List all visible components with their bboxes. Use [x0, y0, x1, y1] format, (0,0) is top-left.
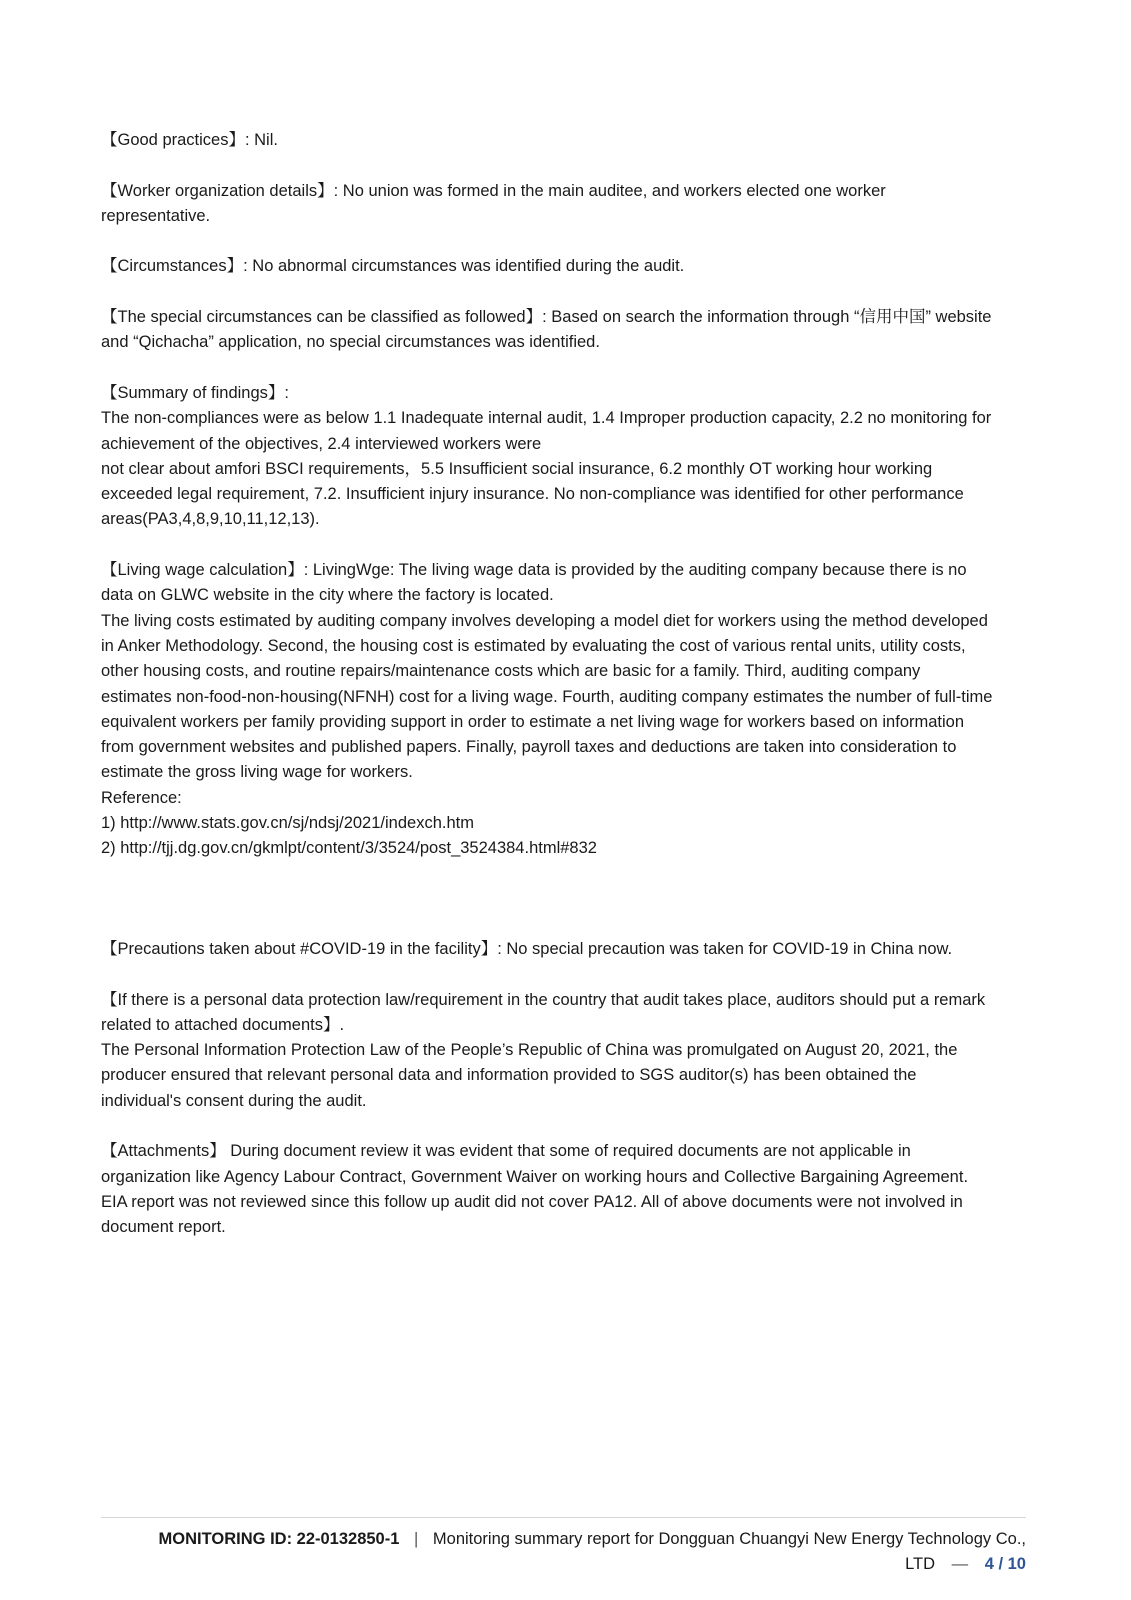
summary-text-5: areas(PA3,4,8,9,10,11,12,13). — [101, 510, 320, 529]
data-protection-section — [101, 988, 1026, 1114]
summary-text-3: not clear about amfori BSCI requirements，5.5 Insufficient social insurance, 6.2 monthly OT working hour working — [101, 459, 933, 478]
monitoring-id: MONITORING ID: 22-0132850-1 — [158, 1530, 400, 1548]
good-practices-text: 【Good practices】: Nil. — [101, 131, 278, 149]
special-circumstances-section — [101, 305, 1026, 356]
summary-text-1: The non-compliances were as below 1.1 Inadequate internal audit, 1.4 Improper production capacity, 2.2 no monitoring for — [101, 409, 992, 428]
attachments-text-1: 【Attachments】 During document review it was evident that some of required documents are not applicable in — [101, 1142, 911, 1161]
reference-link-2: 2) http://tjj.dg.gov.cn/gkmlpt/content/3/3524/post_3524384.html#832 — [101, 839, 597, 858]
page-number: 4 / 10 — [984, 1555, 1026, 1574]
covid-precautions-text: 【Precautions taken about #COVID-19 in the facility】: No special precaution was taken for COVID-19 in China now. — [101, 939, 953, 958]
report-title: Monitoring summary report for Dongguan Chuangyi New Energy Technology Co., — [432, 1530, 1026, 1548]
worker-organization-section — [101, 179, 1026, 230]
good-practices-section — [101, 128, 1026, 153]
footer-dash: — — [951, 1555, 969, 1574]
footer-divider — [101, 1517, 1026, 1518]
summary-text-2: achievement of the objectives, 2.4 interviewed workers were — [101, 434, 542, 453]
living-wage-text-6: estimates non-food-non-housing(NFNH) cost for a living wage. Fourth, auditing company estimates the number of full-time — [101, 687, 993, 706]
living-wage-text-4: in Anker Methodology. Second, the housing cost is estimated by evaluating the cost of various rental units, utility costs, — [101, 636, 966, 655]
attachments-text-3: EIA report was not reviewed since this follow up audit did not cover PA12. All of above documents were not involved in — [101, 1192, 963, 1211]
living-wage-text-8: from government websites and published papers. Finally, payroll taxes and deductions are taken into consideration to — [101, 738, 957, 757]
living-wage-text-1: 【Living wage calculation】: LivingWge: The living wage data is provided by the auditing company because there is no — [101, 561, 967, 580]
living-wage-text-9: estimate the gross living wage for workers. — [101, 763, 413, 782]
living-wage-text-7: equivalent workers per family providing support in order to estimate a net living wage for workers based on information — [101, 712, 965, 731]
section-spacer — [101, 887, 1026, 937]
attachments-text-4: document report. — [101, 1218, 226, 1237]
living-wage-text-3: The living costs estimated by auditing company involves developing a model diet for workers using the method developed — [101, 611, 988, 630]
living-wage-text-2: data on GLWC website in the city where the factory is located. — [101, 586, 554, 605]
page-footer — [101, 1527, 1026, 1578]
attachments-section — [101, 1139, 1026, 1240]
data-protection-text-1: 【If there is a personal data protection law/requirement in the country that audit takes place, auditors should put a remark — [101, 990, 986, 1009]
data-protection-text-5: individual's consent during the audit. — [101, 1091, 367, 1110]
data-protection-text-3: The Personal Information Protection Law of the People’s Republic of China was promulgated on August 20, 2021, the — [101, 1041, 958, 1060]
living-wage-text-5: other housing costs, and routine repairs/maintenance costs which are basic for a family. Third, auditing company — [101, 662, 921, 681]
data-protection-text-4: producer ensured that relevant personal data and information provided to SGS auditor(s) has been obtained the — [101, 1066, 917, 1085]
circumstances-text: 【Circumstances】: No abnormal circumstances was identified during the audit. — [101, 257, 685, 276]
worker-organization-text-2: representative. — [101, 206, 211, 225]
reference-link-1: 1) http://www.stats.gov.cn/sj/ndsj/2021/indexch.htm — [101, 814, 474, 833]
footer-line-2 — [101, 1552, 1026, 1577]
circumstances-section — [101, 254, 1026, 279]
report-body — [101, 128, 1026, 1266]
report-title-continued: LTD — [905, 1555, 936, 1574]
footer-separator: | — [414, 1530, 419, 1548]
summary-text-4: exceeded legal requirement, 7.2. Insufficient injury insurance. No non-compliance was identified for other performance — [101, 485, 964, 504]
summary-of-findings-section — [101, 381, 1026, 533]
special-circumstances-text-1: 【The special circumstances can be classified as followed】: Based on search the information through “信用中国” website — [101, 308, 992, 327]
special-circumstances-text-2: and “Qichacha” application, no special circumstances was identified. — [101, 333, 600, 352]
attachments-text-2: organization like Agency Labour Contract, Government Waiver on working hours and Collective Bargaining Agreement. — [101, 1167, 969, 1186]
footer-line-1 — [101, 1527, 1026, 1552]
living-wage-section — [101, 558, 1026, 862]
summary-heading: 【Summary of findings】: — [101, 383, 289, 402]
data-protection-text-2: related to attached documents】. — [101, 1015, 345, 1034]
covid-precautions-section — [101, 937, 1026, 962]
reference-heading: Reference: — [101, 788, 182, 807]
worker-organization-text-1: 【Worker organization details】: No union was formed in the main auditee, and workers elected one worker — [101, 181, 886, 200]
